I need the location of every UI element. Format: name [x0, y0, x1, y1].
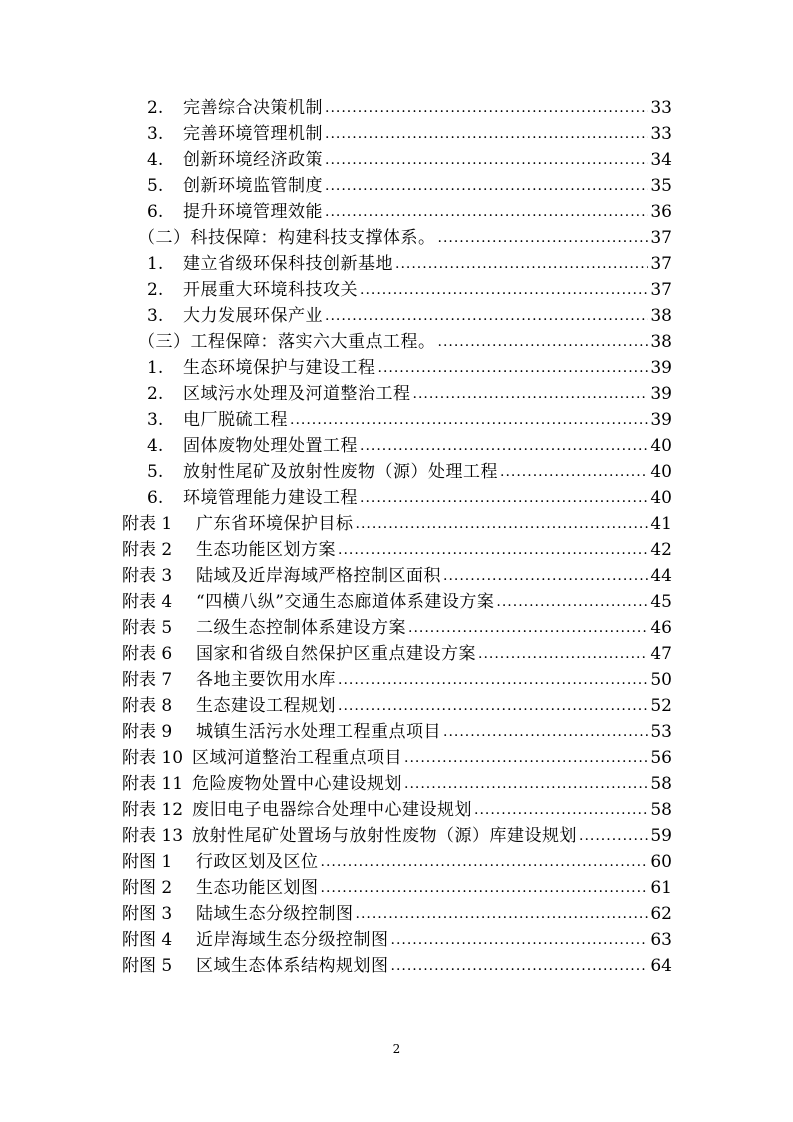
- toc-entry-page: 56: [650, 748, 672, 768]
- toc-entry-title: 生态环境保护与建设工程: [183, 358, 376, 378]
- toc-entry-page: 39: [650, 410, 672, 430]
- toc-entry-page: 38: [650, 306, 672, 326]
- toc-entry-number: 附表 1: [122, 514, 173, 534]
- toc-entry-page: 35: [650, 176, 672, 196]
- toc-dot-leader: [579, 822, 648, 849]
- toc-entry[interactable]: [122, 693, 672, 719]
- toc-dot-leader: [443, 562, 648, 589]
- toc-entry-number: 5.: [147, 462, 164, 482]
- toc-dot-leader: [378, 354, 649, 381]
- toc-dot-leader: [478, 640, 648, 667]
- toc-dot-leader: [356, 900, 649, 927]
- toc-entry-page: 45: [650, 592, 672, 612]
- toc-entry[interactable]: [147, 355, 672, 381]
- toc-dot-leader: [496, 588, 648, 615]
- toc-entry-number: 附表 5: [122, 618, 173, 638]
- toc-entry[interactable]: [147, 277, 672, 303]
- toc-dot-leader: [360, 432, 648, 459]
- toc-dot-leader: [321, 848, 649, 875]
- toc-entry[interactable]: [122, 849, 672, 875]
- toc-entry-title: （二）科技保障：构建科技支撑体系。: [138, 228, 436, 248]
- toc-entry-title: 电厂脱硫工程: [183, 410, 288, 430]
- toc-entry-title: 创新环境监管制度: [183, 176, 323, 196]
- toc-entry-title: 完善综合决策机制: [183, 98, 323, 118]
- toc-entry[interactable]: [147, 459, 672, 485]
- toc-entry-number: 附图 2: [122, 878, 173, 898]
- toc-dot-leader: [360, 276, 648, 303]
- toc-entry[interactable]: [122, 745, 672, 771]
- toc-entry[interactable]: [122, 927, 672, 953]
- toc-entry-page: 39: [650, 358, 672, 378]
- toc-entry-number: 4.: [147, 436, 164, 456]
- toc-entry-title: 生态功能区划方案: [196, 540, 336, 560]
- toc-entry[interactable]: [147, 251, 672, 277]
- toc-entry-number: 4.: [147, 150, 164, 170]
- toc-dot-leader: [325, 146, 648, 173]
- toc-entry[interactable]: [122, 875, 672, 901]
- toc-entry-page: 40: [650, 436, 672, 456]
- toc-entry-title: 区域污水处理及河道整治工程: [183, 384, 411, 404]
- toc-entry-number: 附表 9: [122, 722, 173, 742]
- toc-entry[interactable]: [147, 95, 672, 121]
- toc-entry-title: 二级生态控制体系建设方案: [196, 618, 406, 638]
- toc-dot-leader: [413, 380, 649, 407]
- toc-entry-page: 37: [650, 280, 672, 300]
- toc-entry[interactable]: [122, 771, 672, 797]
- toc-dot-leader: [338, 692, 648, 719]
- toc-entry[interactable]: [122, 641, 672, 667]
- toc-entry[interactable]: [147, 407, 672, 433]
- toc-entry-page: 58: [650, 800, 672, 820]
- toc-entry-title: 环境管理能力建设工程: [183, 488, 358, 508]
- toc-entry-title: 广东省环境保护目标: [196, 514, 354, 534]
- toc-entry-number: 附表 10: [122, 748, 184, 768]
- toc-entry-title: 废旧电子电器综合处理中心建设规划: [192, 800, 472, 820]
- toc-entry-page: 50: [650, 670, 672, 690]
- toc-entry-page: 60: [650, 852, 672, 872]
- toc-entry-title: 区域河道整治工程重点项目: [192, 748, 402, 768]
- toc-dot-leader: [443, 718, 648, 745]
- toc-entry-title: 固体废物处理处置工程: [183, 436, 358, 456]
- toc-entry-page: 47: [650, 644, 672, 664]
- toc-entry-page: 61: [650, 878, 672, 898]
- toc-entry-title: 创新环境经济政策: [183, 150, 323, 170]
- toc-entry-number: 附表 7: [122, 670, 173, 690]
- toc-dot-leader: [325, 198, 648, 225]
- toc-entry[interactable]: [138, 225, 672, 251]
- toc-entry-number: 附表 11: [122, 774, 184, 794]
- toc-entry-page: 42: [650, 540, 672, 560]
- toc-dot-leader: [338, 666, 648, 693]
- toc-dot-leader: [325, 302, 648, 329]
- page-number: 2: [392, 1042, 401, 1056]
- toc-entry-title: 完善环境管理机制: [183, 124, 323, 144]
- toc-entry-title: 危险废物处置中心建设规划: [192, 774, 402, 794]
- toc-entry-number: 附表 2: [122, 540, 173, 560]
- toc-entry-title: 陆域及近岸海域严格控制区面积: [196, 566, 441, 586]
- toc-entry-number: 附表 8: [122, 696, 173, 716]
- toc-dot-leader: [391, 952, 649, 979]
- toc-entry-title: 区域生态体系结构规划图: [196, 956, 389, 976]
- toc-entry-page: 40: [650, 462, 672, 482]
- toc-entry[interactable]: [147, 433, 672, 459]
- toc-entry-title: 生态建设工程规划: [196, 696, 336, 716]
- toc-entry-number: 5.: [147, 176, 164, 196]
- toc-dot-leader: [438, 224, 649, 251]
- toc-entry-page: 64: [650, 956, 672, 976]
- toc-entry[interactable]: [138, 329, 672, 355]
- toc-entry-page: 37: [650, 228, 672, 248]
- toc-dot-leader: [290, 406, 648, 433]
- toc-entry-page: 62: [650, 904, 672, 924]
- toc-entry-title: （三）工程保障：落实六大重点工程。: [138, 332, 436, 352]
- toc-entry-number: 附图 1: [122, 852, 173, 872]
- toc-dot-leader: [321, 874, 649, 901]
- toc-entry-title: 陆域生态分级控制图: [196, 904, 354, 924]
- toc-entry[interactable]: [147, 485, 672, 511]
- toc-entry-number: 3.: [147, 410, 164, 430]
- toc-entry-title: 城镇生活污水处理工程重点项目: [196, 722, 441, 742]
- toc-entry-page: 39: [650, 384, 672, 404]
- toc-entry-title: 提升环境管理效能: [183, 202, 323, 222]
- toc-entry-number: 3.: [147, 124, 164, 144]
- toc-entry-page: 40: [650, 488, 672, 508]
- toc-entry-page: 46: [650, 618, 672, 638]
- toc-entry[interactable]: [147, 199, 672, 225]
- toc-entry-page: 63: [650, 930, 672, 950]
- toc-entry[interactable]: [122, 901, 672, 927]
- toc-entry-page: 33: [650, 98, 672, 118]
- toc-entry-title: 大力发展环保产业: [183, 306, 323, 326]
- toc-entry-number: 2.: [147, 280, 164, 300]
- toc-entry-title: 近岸海域生态分级控制图: [196, 930, 389, 950]
- toc-entry-title: 生态功能区划图: [196, 878, 319, 898]
- toc-entry-title: 建立省级环保科技创新基地: [183, 254, 393, 274]
- toc-entry[interactable]: [122, 953, 672, 979]
- toc-dot-leader: [325, 172, 648, 199]
- toc-dot-leader: [356, 510, 649, 537]
- toc-entry-page: 34: [650, 150, 672, 170]
- toc-dot-leader: [408, 614, 648, 641]
- toc-dot-leader: [500, 458, 648, 485]
- toc-entry-title: 行政区划及区位: [196, 852, 319, 872]
- toc-entry-number: 2.: [147, 384, 164, 404]
- toc-dot-leader: [474, 796, 648, 823]
- toc-entry[interactable]: [147, 381, 672, 407]
- toc-entry[interactable]: [147, 303, 672, 329]
- toc-entry-number: 2.: [147, 98, 164, 118]
- toc-entry[interactable]: [122, 667, 672, 693]
- toc-entry[interactable]: [147, 173, 672, 199]
- toc-dot-leader: [325, 120, 648, 147]
- toc-dot-leader: [404, 744, 648, 771]
- toc-entry-page: 41: [650, 514, 672, 534]
- toc-entry-page: 37: [650, 254, 672, 274]
- toc-dot-leader: [338, 536, 648, 563]
- toc-entry-page: 33: [650, 124, 672, 144]
- toc-entry[interactable]: [122, 823, 672, 849]
- toc-entry[interactable]: [122, 719, 672, 745]
- toc-entry-number: 3.: [147, 306, 164, 326]
- toc-entry-number: 附图 4: [122, 930, 173, 950]
- toc-entry-title: “四横八纵”交通生态廊道体系建设方案: [196, 592, 495, 612]
- toc-entry-number: 6.: [147, 488, 164, 508]
- toc-entry-number: 1.: [147, 254, 164, 274]
- toc-entry[interactable]: [147, 147, 672, 173]
- toc-entry[interactable]: [122, 537, 672, 563]
- toc-entry-number: 附表 6: [122, 644, 173, 664]
- toc-entry-number: 附图 3: [122, 904, 173, 924]
- toc-entry-number: 附表 3: [122, 566, 173, 586]
- toc-entry[interactable]: [122, 797, 672, 823]
- toc-entry-number: 6.: [147, 202, 164, 222]
- toc-entry-page: 44: [650, 566, 672, 586]
- toc-entry-number: 附表 13: [122, 826, 184, 846]
- toc-entry-number: 附表 4: [122, 592, 173, 612]
- toc-dot-leader: [325, 94, 648, 121]
- toc-entry-title: 国家和省级自然保护区重点建设方案: [196, 644, 476, 664]
- toc-entry-number: 附表 12: [122, 800, 184, 820]
- toc-dot-leader: [391, 926, 649, 953]
- toc-entry-title: 放射性尾矿及放射性废物（源）处理工程: [183, 462, 498, 482]
- toc-entry-title: 放射性尾矿处置场与放射性废物（源）库建设规划: [192, 826, 577, 846]
- toc-entry-page: 58: [650, 774, 672, 794]
- toc-entry-title: 开展重大环境科技攻关: [183, 280, 358, 300]
- toc-dot-leader: [395, 250, 648, 277]
- toc-entry[interactable]: [147, 121, 672, 147]
- toc-entry-page: 36: [650, 202, 672, 222]
- toc-entry-page: 53: [650, 722, 672, 742]
- toc-entry-title: 各地主要饮用水库: [196, 670, 336, 690]
- toc-entry-number: 1.: [147, 358, 164, 378]
- toc-dot-leader: [404, 770, 648, 797]
- toc-entry-number: 附图 5: [122, 956, 173, 976]
- toc-entry[interactable]: [122, 563, 672, 589]
- toc-entry[interactable]: [122, 589, 672, 615]
- toc-entry[interactable]: [122, 615, 672, 641]
- toc-dot-leader: [360, 484, 648, 511]
- toc-entry-page: 59: [650, 826, 672, 846]
- toc-entry-page: 38: [650, 332, 672, 352]
- toc-dot-leader: [438, 328, 649, 355]
- toc-entry-page: 52: [650, 696, 672, 716]
- toc-entry[interactable]: [122, 511, 672, 537]
